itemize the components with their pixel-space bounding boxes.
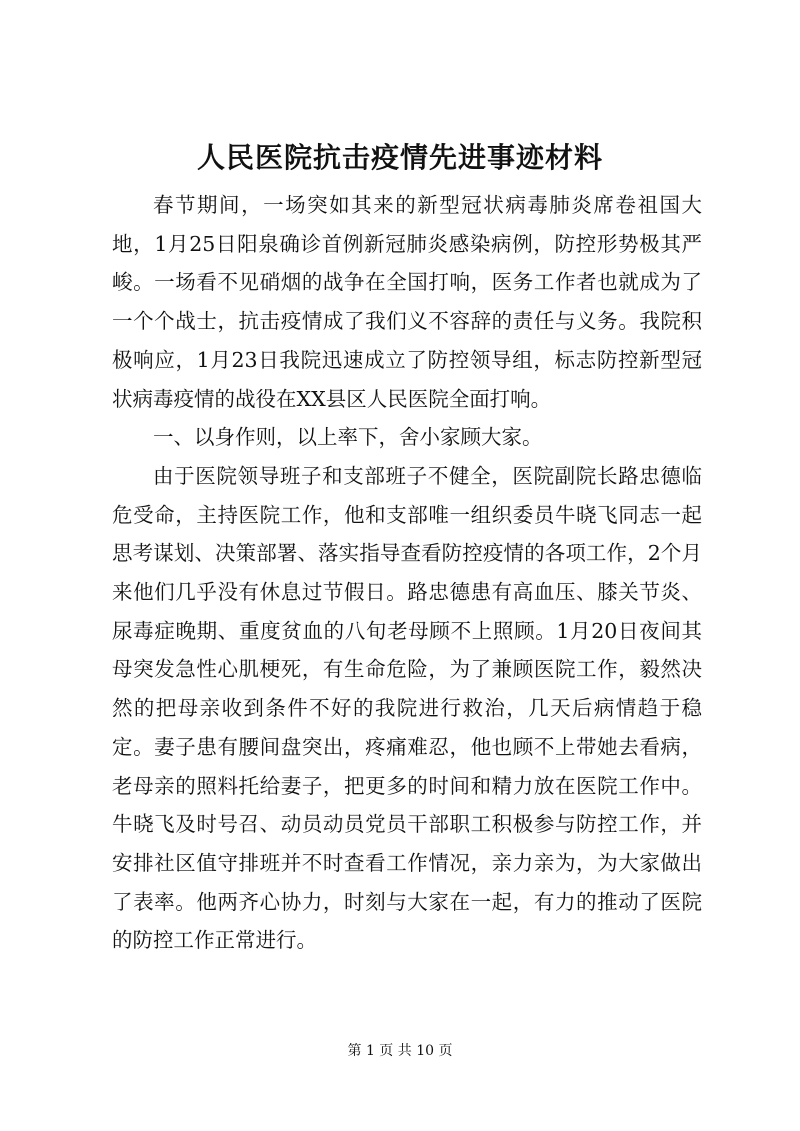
paragraph-intro: 春节期间，一场突如其来的新型冠状病毒肺炎席卷祖国大地，1月25日阳泉确诊首例新冠肺炎感染病例，防控形势极其严峻。一场看不见硝烟的战争在全国打响，医务工作者也就成为了一个个战士，抗击疫情成了我们义不容辞的责任与义务。我院积极响应，1月23日我院迅速成立了防控领导组，标志防控新型冠状病毒疫情的战役在XX县区人民医院全面打响。 [112, 193, 702, 411]
document-body [112, 186, 702, 960]
page-footer: 第 1 页 共 10 页 [347, 1043, 453, 1059]
paragraph-section-1: 由于医院领导班子和支部班子不健全，医院副院长路忠德临危受命，主持医院工作，他和支部唯一组织委员牛晓飞同志一起思考谋划、决策部署、落实指导查看防控疫情的各项工作，2个月来他们几乎没有休息过节假日。路忠德患有高血压、膝关节炎、尿毒症晚期、重度贫血的八旬老母顾不上照顾。1月20日夜间其母突发急性心肌梗死，有生命危险，为了兼顾医院工作，毅然决然的把母亲收到条件不好的我院进行救治，几天后病情趋于稳定。妻子患有腰间盘突出，疼痛难忍，他也顾不上带她去看病，老母亲的照料托给妻子，把更多的时间和精力放在医院工作中。牛晓飞及时号召、动员动员党员干部职工积极参与防控工作，并安排社区值守排班并不时查看工作情况，亲力亲为，为大家做出了表率。他两齐心协力，时刻与大家在一起，有力的推动了医院的防控工作正常进行。 [112, 463, 702, 953]
section-heading-1: 一、以身作则，以上率下，舍小家顾大家。 [153, 425, 543, 450]
document-title: 人民医院抗击疫情先进事迹材料 [196, 141, 603, 174]
